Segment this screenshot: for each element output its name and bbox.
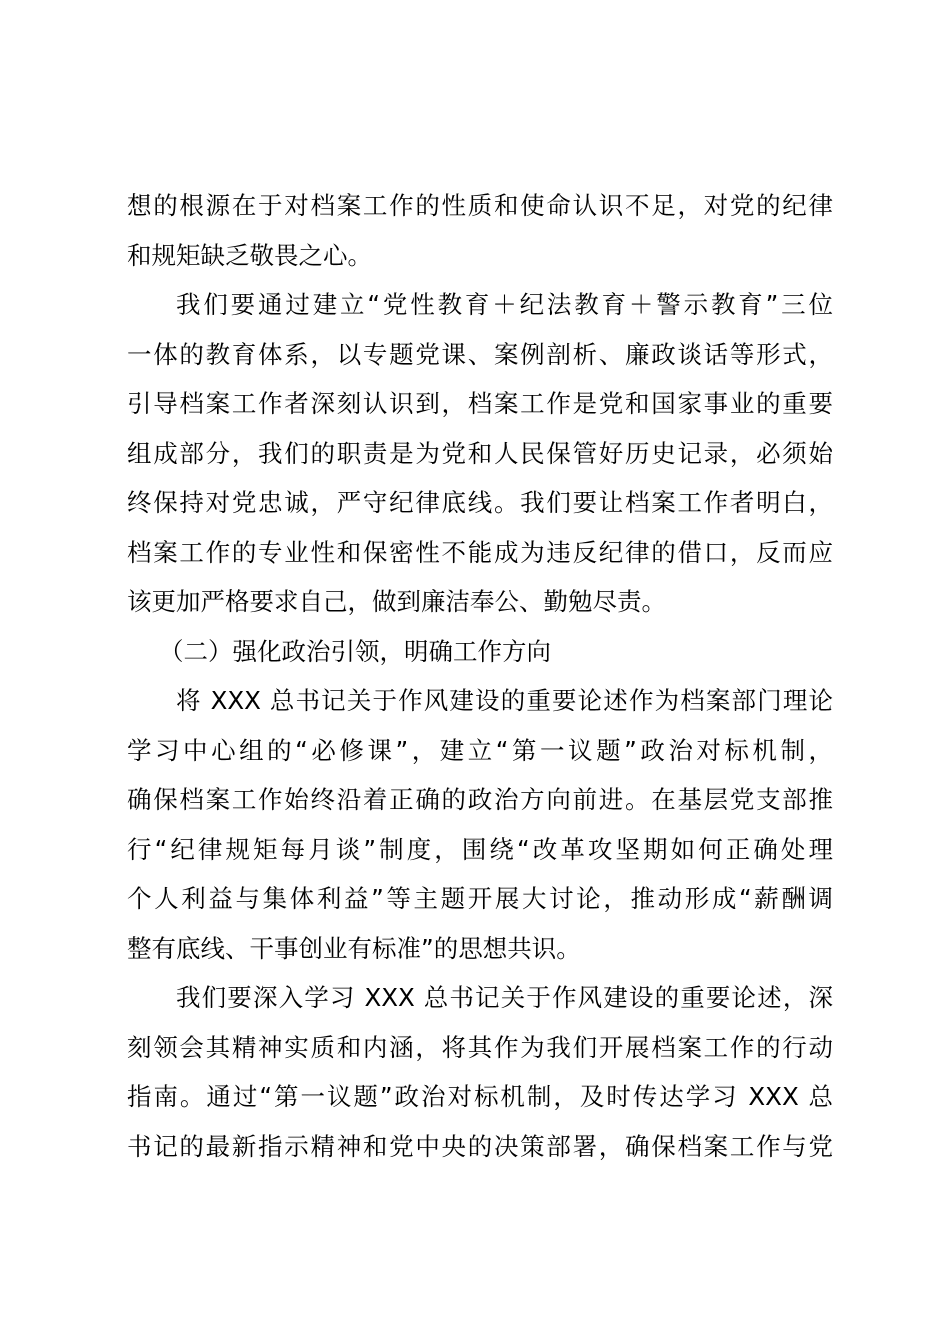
text-line: 整有底线、干事创业有标准”的思想共识。 xyxy=(127,933,581,963)
text-line: 将 XXX 总书记关于作风建设的重要论述作为档案部门理论 xyxy=(176,686,833,715)
paragraph-deep-study xyxy=(127,973,833,1171)
text-line: 想的根源在于对档案工作的性质和使命认识不足，对党的纪律 xyxy=(127,191,833,220)
text-line: 刻领会其精神实质和内涵，将其作为我们开展档案工作的行动 xyxy=(127,1032,833,1062)
text-line: 档案工作的专业性和保密性不能成为违反纪律的借口，反而应 xyxy=(127,537,833,567)
document-body xyxy=(127,181,833,1171)
text-line: 行“纪律规矩每月谈”制度，围绕“改革攻坚期如何正确处理 xyxy=(127,834,833,864)
text-line: 确保档案工作始终沿着正确的政治方向前进。在基层党支部推 xyxy=(127,785,833,814)
text-line: 书记的最新指示精神和党中央的决策部署，确保档案工作与党 xyxy=(127,1131,833,1161)
text-line: 组成部分，我们的职责是为党和人民保管好历史记录，必须始 xyxy=(127,438,833,468)
text-line: 指南。通过“第一议题”政治对标机制，及时传达学习 XXX 总 xyxy=(127,1082,833,1111)
text-line: 我们要通过建立“党性教育＋纪法教育＋警示教育”三位 xyxy=(176,290,833,319)
section-heading-text: （二）强化政治引领，明确工作方向 xyxy=(159,636,551,666)
text-line: 该更加严格要求自己，做到廉洁奉公、勤勉尽责。 xyxy=(127,587,666,616)
text-line: 学习中心组的“必修课”，建立“第一议题”政治对标机制， xyxy=(127,735,833,765)
paragraph-continuation xyxy=(127,181,833,280)
paragraph-political-guidance xyxy=(127,676,833,973)
text-line: 我们要深入学习 XXX 总书记关于作风建设的重要论述，深 xyxy=(176,983,833,1012)
text-line: 终保持对党忠诚，严守纪律底线。我们要让档案工作者明白， xyxy=(127,488,833,517)
paragraph-education-system xyxy=(127,280,833,627)
text-line: 引导档案工作者深刻认识到，档案工作是党和国家事业的重要 xyxy=(127,389,833,418)
section-heading xyxy=(127,627,833,677)
text-line: 一体的教育体系，以专题党课、案例剖析、廉政谈话等形式， xyxy=(127,339,833,369)
text-line: 个人利益与集体利益”等主题开展大讨论，推动形成“薪酬调 xyxy=(127,884,833,913)
text-line: 和规矩缺乏敬畏之心。 xyxy=(127,240,372,270)
